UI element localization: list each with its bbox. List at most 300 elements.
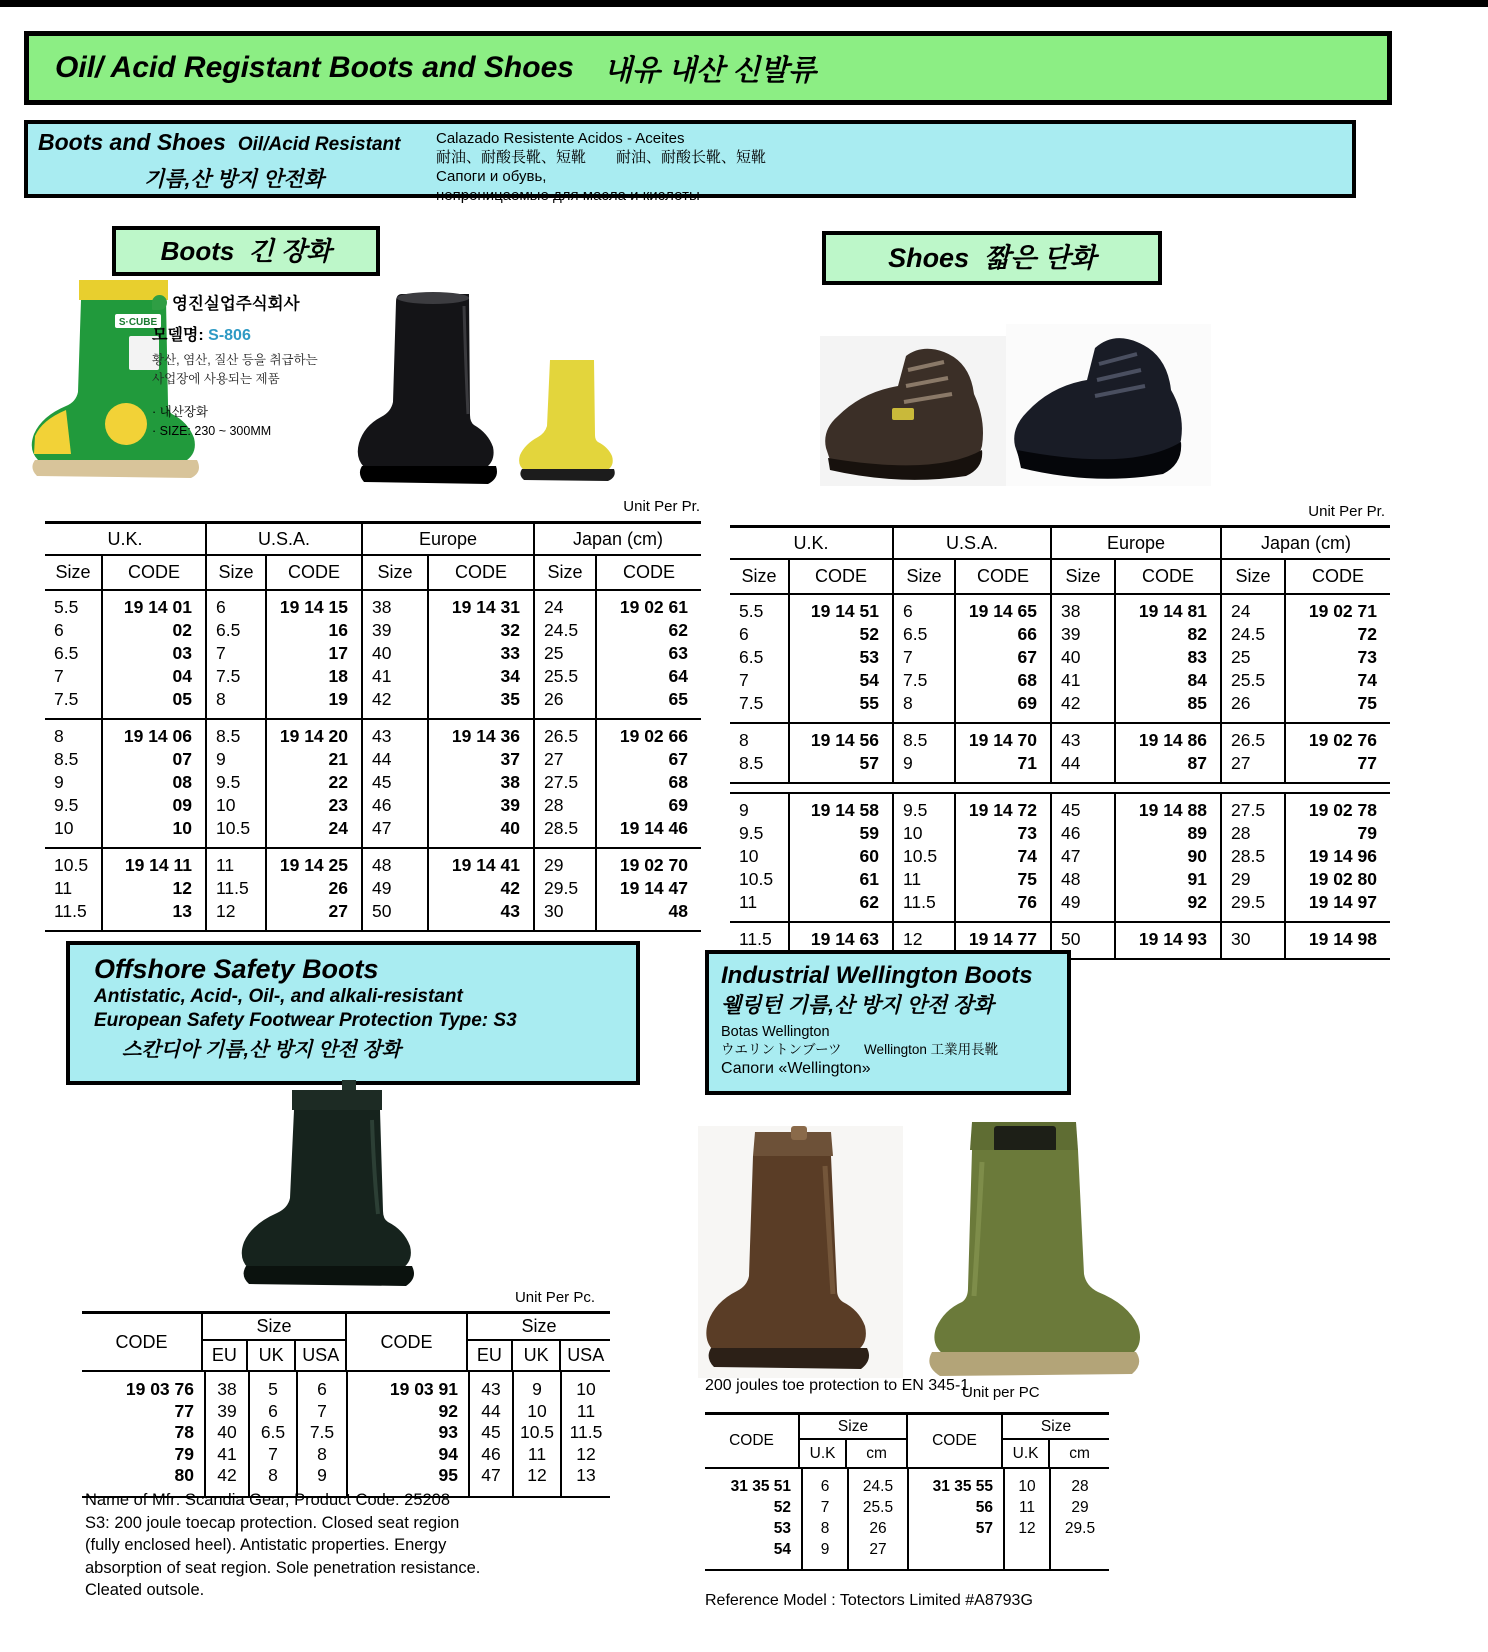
size-value: 7.5 [739,693,764,713]
code-cell-stack [1284,724,1390,782]
olive-wellington-image [876,1116,1176,1386]
size-value: 6.5 [260,1422,286,1442]
size-value: 26 [869,1520,887,1537]
size-cell-stack [361,720,427,847]
size-cell-stack [1050,794,1114,921]
region-header: U.S.A. [205,524,361,554]
code-value: 19 14 70 [968,730,1037,750]
size-value: 9.5 [739,823,764,843]
size-value: 7 [903,647,913,667]
code-value: 48 [668,901,688,921]
region-header: U.K. [107,529,143,549]
size-value: 10.5 [216,818,251,838]
code-value: 62 [668,620,688,640]
code-value: 19 14 77 [968,929,1037,949]
size-value: 47 [481,1465,501,1485]
code-header: CODE [345,1314,466,1370]
code-value: 31 35 55 [932,1478,993,1495]
size-header-group [466,1314,610,1370]
code-value: 42 [500,878,520,898]
brand-name: 영진실업주식회사 [172,295,300,313]
code-value: 19 02 78 [1308,800,1377,820]
size-value: 26 [1231,693,1251,713]
code-value: 19 02 70 [619,855,688,875]
code-value: 67 [1017,647,1037,667]
size-value: 7 [820,1499,830,1516]
code-column [346,1372,468,1496]
size-value: 8 [903,693,913,713]
size-value: 7.5 [54,689,79,709]
size-cell-stack [1220,724,1284,782]
offshore-line3: European Safety Footwear Protection Type: S3 [94,1010,517,1031]
size-value: 7.5 [309,1422,335,1442]
code-value: 43 [500,901,520,921]
size-header-group [201,1314,345,1370]
size-value: 10 [527,1400,547,1421]
code-value: 82 [1187,624,1207,644]
size-value: 29 [544,855,564,875]
size-cell-stack [1050,595,1114,722]
svg-text:S·CUBE: S·CUBE [118,317,158,328]
size-value: 48 [372,855,392,875]
code-value: 19 14 15 [279,597,348,617]
size-cell-stack [730,794,788,921]
size-value: 6.5 [216,620,241,640]
offshore-boots-header-box [66,941,640,1085]
size-value: 6 [739,624,749,644]
translation-cjk: 耐油、耐酸長靴、短靴 耐油、耐酸长靴、短靴 [436,149,767,166]
size-value: 25 [544,643,564,663]
size-value: 38 [1061,601,1081,621]
size-value: 9.5 [903,800,928,820]
size-value: 6 [54,620,64,640]
code-value: 22 [328,772,348,792]
size-value: 9.5 [216,772,241,792]
code-value: 57 [859,753,879,773]
size-value: 11 [527,1443,547,1464]
size-subheader-row [1003,1440,1109,1467]
subheader-row [730,560,1390,595]
code-value: 09 [172,795,192,815]
code-value: 79 [1357,823,1377,843]
code-col-header: CODE [1284,560,1390,593]
code-value: 19 14 97 [1308,892,1377,912]
size-sub-header: EU [476,1345,502,1365]
code-value: 69 [1017,693,1037,713]
size-col-header: Size [205,556,265,589]
size-value: 44 [1061,753,1081,773]
code-value: 12 [172,878,192,898]
size-value: 8 [820,1520,830,1537]
size-value: 8 [268,1465,278,1485]
shoes-unit-label: Unit Per Pr. [1308,503,1385,520]
size-code-group [730,724,1390,784]
region-header: Europe [361,524,533,554]
code-col-header: CODE [427,556,533,589]
size-cell-stack [45,591,101,718]
code-value: 19 14 11 [124,855,192,875]
size-value: 29.5 [1064,1520,1096,1537]
code-value: 19 14 86 [1138,730,1207,750]
wellington-russian: Сапоги «Wellington» [721,1060,871,1077]
region-header: Europe [1050,528,1220,558]
size-value: 10.5 [54,855,89,875]
code-value: 91 [1187,869,1207,889]
code-value: 19 14 98 [1308,929,1377,949]
size-header-group [798,1415,906,1467]
size-column [847,1469,907,1569]
code-cell-stack [1284,923,1390,958]
size-header: Size [800,1415,906,1440]
code-value: 07 [172,749,192,769]
code-value: 13 [172,901,192,921]
code-value: 54 [773,1541,791,1558]
product-desc-1: 황산, 염산, 질산 등을 취급하는 [152,353,318,367]
size-value: 9 [216,749,226,769]
code-value: 17 [328,643,348,663]
code-cell-stack [1284,794,1390,921]
size-value: 29.5 [544,878,579,898]
code-cell-stack [265,849,361,930]
size-header: Size [1003,1415,1109,1440]
size-value: 8 [317,1443,327,1464]
wellington-reference-model: Reference Model : Totectors Limited #A8793G [705,1592,1033,1609]
category-subtitle: Oil/Acid Resistant [237,134,401,155]
code-value: 19 14 56 [810,730,879,750]
code-value: 19 14 31 [451,597,520,617]
note-line: S3: 200 joule toecap protection. Closed seat region [85,1513,460,1532]
size-value: 28.5 [544,818,579,838]
code-value: 90 [1187,846,1207,866]
size-value: 45 [372,772,392,792]
code-value: 19 14 88 [1138,800,1207,820]
size-value: 49 [1061,892,1081,912]
size-cell-stack [892,595,954,722]
code-cell-stack [954,724,1050,782]
size-value: 10 [576,1379,596,1399]
size-value: 10 [216,795,236,815]
size-value: 12 [216,901,236,921]
code-value: 19 14 81 [1138,601,1207,621]
size-value: 9 [532,1379,542,1399]
size-value: 29 [1231,869,1251,889]
boots-size-code-table [45,521,701,932]
code-value: 92 [1187,892,1207,912]
size-value: 28 [544,795,564,815]
product-desc-2: 사업장에 사용되는 제품 [152,372,280,386]
size-value: 10 [1018,1478,1036,1495]
pair-table-body [705,1469,1109,1571]
code-col-header: CODE [788,560,892,593]
code-cell-stack [427,720,533,847]
brand-logo-icon [152,295,167,310]
wellington-header-box [705,950,1071,1095]
size-value: 11.5 [739,929,772,949]
size-cell-stack [892,794,954,921]
code-value: 54 [859,670,879,690]
code-value: 64 [668,666,688,686]
size-value: 44 [372,749,392,769]
wellington-spanish: Botas Wellington [721,1024,830,1040]
code-value: 60 [859,846,879,866]
size-value: 8.5 [739,753,764,773]
size-col-header: Size [361,556,427,589]
code-value: 93 [438,1422,458,1442]
size-value: 24.5 [544,620,579,640]
subheader-row [45,556,701,591]
size-subheader-row [800,1440,906,1467]
size-code-group [45,849,701,932]
size-value: 43 [1061,730,1081,750]
size-value: 5.5 [54,597,79,617]
size-column [248,1372,296,1496]
code-value: 19 14 72 [968,800,1037,820]
code-column [907,1469,1003,1569]
size-value: 10 [903,823,923,843]
size-header: Size [468,1314,610,1341]
size-value: 29.5 [1231,892,1266,912]
size-cell-stack [205,720,265,847]
size-value: 6 [820,1478,830,1495]
code-value: 89 [1187,823,1207,843]
size-col-header: Size [55,562,91,582]
code-value: 19 14 46 [619,818,688,838]
size-value: 40 [217,1422,237,1442]
size-cell-stack [45,720,101,847]
code-value: 56 [975,1499,993,1516]
code-col-header: CODE [101,556,205,589]
size-value: 8 [216,689,226,709]
size-value: 26 [544,689,564,709]
size-value: 42 [217,1465,237,1485]
code-value: 72 [1357,624,1377,644]
size-cell-stack [205,849,265,930]
size-value: 10.5 [739,869,774,889]
category-banner-left [38,129,430,194]
note-line: absorption of seat region. Sole penetration resistance. [85,1558,481,1577]
size-code-group [45,720,701,849]
size-value: 41 [1061,670,1081,690]
size-cell-stack [361,591,427,718]
code-value: 53 [859,647,879,667]
size-value: 12 [527,1465,547,1485]
code-value: 19 14 51 [810,601,879,621]
code-value: 19 14 58 [810,800,879,820]
code-cell-stack [788,595,892,722]
code-value: 63 [668,643,688,663]
code-cell-stack [788,794,892,921]
size-subheader-row [468,1341,610,1370]
code-value: 19 03 91 [389,1379,458,1399]
code-value: 59 [859,823,879,843]
size-value: 7.5 [216,666,241,686]
wellington-size-code-table [705,1412,1109,1571]
code-value: 76 [1017,892,1037,912]
size-value: 6 [903,601,913,621]
size-value: 30 [1231,929,1251,949]
size-value: 50 [1061,929,1081,949]
code-value: 67 [668,749,688,769]
size-value: 11.5 [903,892,936,912]
code-value: 62 [859,892,879,912]
size-value: 11 [216,855,235,875]
size-cell-stack [1220,923,1284,958]
region-header: Japan (cm) [533,524,701,554]
code-value: 05 [172,689,192,709]
size-value: 7 [54,666,64,686]
size-value: 9 [903,753,913,773]
size-value: 25.5 [862,1499,894,1516]
size-column [1049,1469,1109,1569]
code-column [705,1469,801,1569]
pair-table-body [82,1372,610,1498]
page-top-border [0,0,1488,7]
offshore-unit-label: Unit Per Pc. [514,1289,595,1306]
size-value: 47 [1061,846,1081,866]
size-value: 6.5 [903,624,928,644]
code-cell-stack [1114,794,1220,921]
code-value: 55 [859,693,879,713]
size-value: 27 [869,1541,887,1558]
code-value: 24 [328,818,348,838]
code-value: 75 [1357,693,1377,713]
size-value: 46 [481,1443,501,1464]
page-title-banner [24,31,1392,105]
size-value: 41 [217,1443,237,1464]
size-value: 40 [1061,647,1081,667]
yellow-boot-image [512,356,628,484]
category-title-korean: 기름,산 방지 안전화 [144,168,324,191]
size-column [1003,1469,1049,1569]
size-value: 10.5 [519,1422,555,1442]
code-col-header: CODE [265,556,361,589]
code-value: 19 14 65 [968,601,1037,621]
size-value: 42 [372,689,392,709]
region-header: U.K. [793,533,829,553]
code-value: 92 [438,1400,458,1421]
code-cell-stack [954,595,1050,722]
size-sub-header: UK [511,1341,560,1370]
note-line: Name of Mfr: Scandia Gear, Product Code: 25208 [85,1491,451,1509]
code-value: 74 [1357,670,1377,690]
code-cell-stack [265,591,361,718]
size-value: 12 [1018,1520,1036,1537]
size-value: 10 [54,818,74,838]
wellington-title: Industrial Wellington Boots [721,962,1033,989]
wellington-title-korean: 웰링턴 기름,산 방지 안전 장화 [721,994,994,1017]
code-value: 52 [773,1499,791,1516]
code-value: 39 [500,795,520,815]
black-safety-shoe-image [1006,324,1211,486]
shoes-section-header: Shoes 짧은 단화 [822,231,1162,285]
size-value: 5 [268,1379,278,1399]
code-col-header: CODE [1114,560,1220,593]
code-value: 08 [172,772,192,792]
size-cell-stack [1220,595,1284,722]
code-cell-stack [595,591,701,718]
code-value: 77 [174,1400,194,1421]
code-value: 19 02 61 [619,597,688,617]
code-cell-stack [1114,923,1220,958]
size-value: 12 [903,929,923,949]
size-code-group [45,591,701,720]
size-sub-header: U.K [809,1445,836,1462]
size-column [468,1372,512,1496]
model-label: 모델명: [152,327,204,344]
offshore-title: Offshore Safety Boots [94,954,379,984]
size-value: 11 [576,1400,596,1421]
size-value: 44 [481,1400,501,1421]
size-value: 24.5 [862,1478,894,1495]
code-value: 40 [500,818,520,838]
size-column [296,1372,346,1496]
code-value: 66 [1017,624,1037,644]
size-value: 24 [544,597,564,617]
code-value: 57 [975,1520,993,1537]
size-column [204,1372,248,1496]
size-value: 9 [317,1465,327,1485]
size-column [801,1469,847,1569]
size-sub-header: EU [211,1345,237,1365]
code-value: 19 14 06 [123,726,192,746]
size-value: 45 [481,1422,501,1442]
size-value: 40 [372,643,392,663]
code-value: 02 [172,620,192,640]
code-value: 53 [773,1520,791,1537]
code-value: 19 [328,689,348,709]
offshore-notes [85,1489,555,1602]
code-value: 37 [500,749,520,769]
size-column [560,1372,610,1496]
size-code-group [730,595,1390,724]
size-value: 45 [1061,800,1081,820]
size-cell-stack [533,849,595,930]
code-cell-stack [788,724,892,782]
size-value: 39 [372,620,392,640]
size-value: 25 [1231,647,1251,667]
product-info-block [152,290,362,441]
size-cell-stack [1220,794,1284,921]
code-value: 19 14 25 [279,855,348,875]
size-value: 27 [544,749,564,769]
size-value: 13 [576,1465,596,1485]
code-value: 94 [438,1443,458,1464]
size-col-header: Size [741,566,777,586]
size-value: 7.5 [903,670,928,690]
size-col-header: Size [533,556,595,589]
size-cell-stack [533,720,595,847]
size-value: 8.5 [216,726,241,746]
black-boot-image [356,286,514,494]
size-value: 11 [1018,1499,1036,1516]
size-value: 27.5 [1231,800,1266,820]
size-value: 28 [1071,1478,1089,1495]
size-value: 11 [739,892,758,912]
size-value: 39 [217,1400,237,1421]
code-cell-stack [427,849,533,930]
code-value: 32 [500,620,520,640]
size-col-header: Size [1220,560,1284,593]
size-value: 46 [372,795,392,815]
code-cell-stack [265,720,361,847]
size-value: 9 [54,772,64,792]
size-sub-header: USA [559,1341,610,1370]
size-sub-header: cm [1048,1440,1109,1467]
page-title: Oil/ Acid Registant Boots and Shoes [55,51,574,84]
code-value: 84 [1187,670,1207,690]
code-value: 61 [859,869,879,889]
code-value: 19 14 47 [619,878,688,898]
